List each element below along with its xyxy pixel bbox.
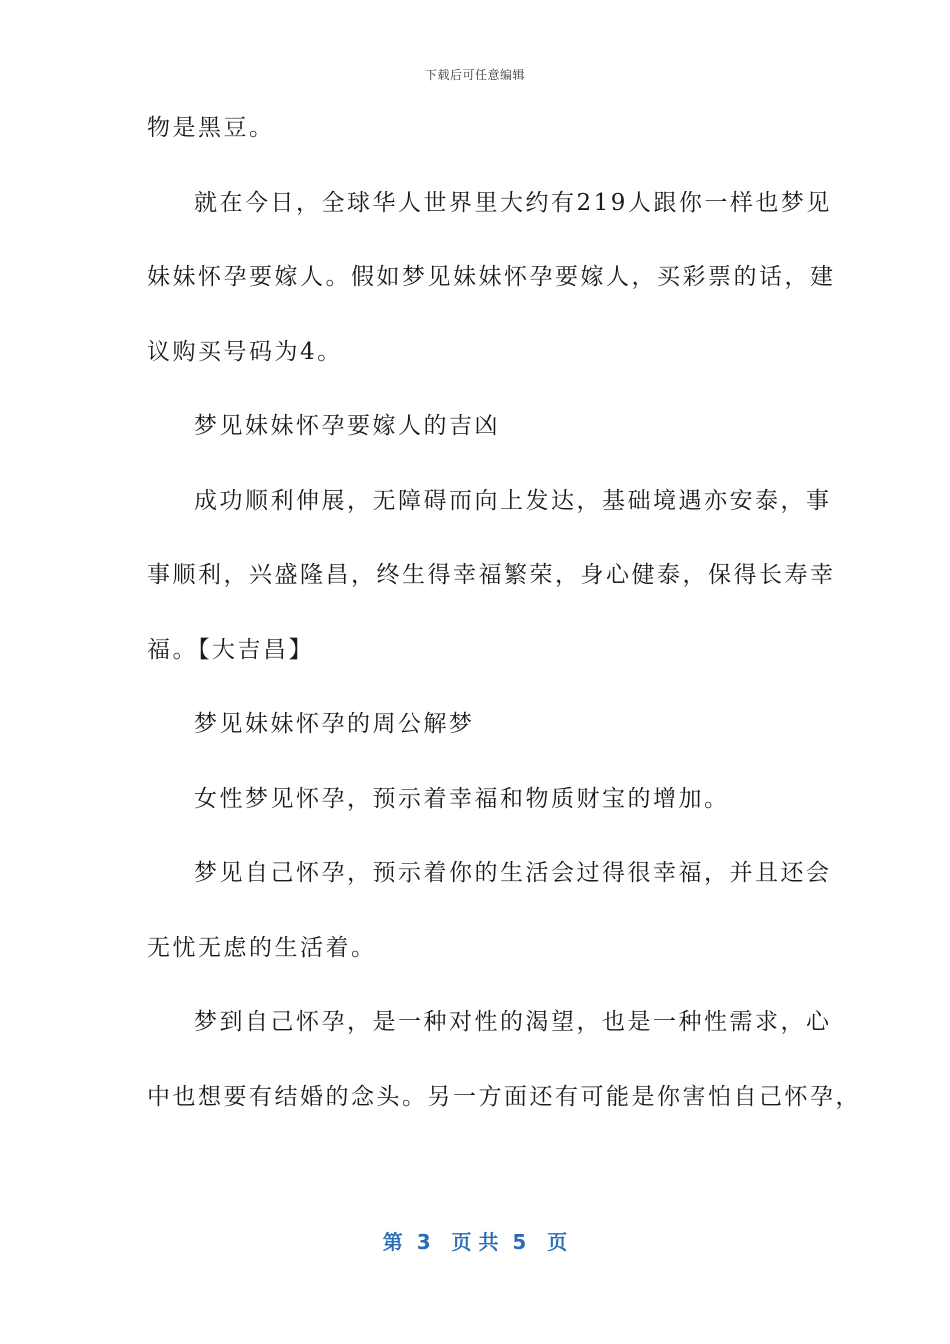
section-heading: 梦见妹妹怀孕的周公解梦 — [194, 711, 475, 737]
section-heading: 梦见妹妹怀孕要嫁人的吉凶 — [194, 413, 500, 439]
body-line: 议购买号码为4。 — [147, 338, 343, 365]
header-note: 下载后可任意编辑 — [424, 68, 525, 82]
body-line: 成功顺利伸展，无障碍而向上发达，基础境遇亦安泰，事 — [194, 487, 832, 514]
body-line: 物是黑豆。 — [147, 115, 275, 141]
page-number: 第 3 页 共 5 页 — [382, 1230, 568, 1254]
body-line: 妹妹怀孕要嫁人。假如梦见妹妹怀孕要嫁人，买彩票的话，建 — [147, 264, 836, 290]
body-line: 就在今日，全球华人世界里大约有219人跟你一样也梦见 — [194, 189, 832, 216]
body-line: 事顺利，兴盛隆昌，终生得幸福繁荣，身心健泰，保得长寿幸 — [147, 562, 836, 588]
body-line: 福。【大吉昌】 — [147, 636, 314, 663]
body-line: 女性梦见怀孕，预示着幸福和物质财宝的增加。 — [194, 785, 730, 812]
body-line: 中也想要有结婚的念头。另一方面还有可能是你害怕自己怀孕， — [147, 1083, 861, 1110]
body-line: 梦到自己怀孕，是一种对性的渴望，也是一种性需求，心 — [194, 1009, 832, 1035]
body-line: 无忧无虑的生活着。 — [147, 934, 377, 961]
document-body — [147, 110, 861, 1153]
body-line: 梦见自己怀孕，预示着你的生活会过得很幸福，并且还会 — [194, 860, 832, 886]
